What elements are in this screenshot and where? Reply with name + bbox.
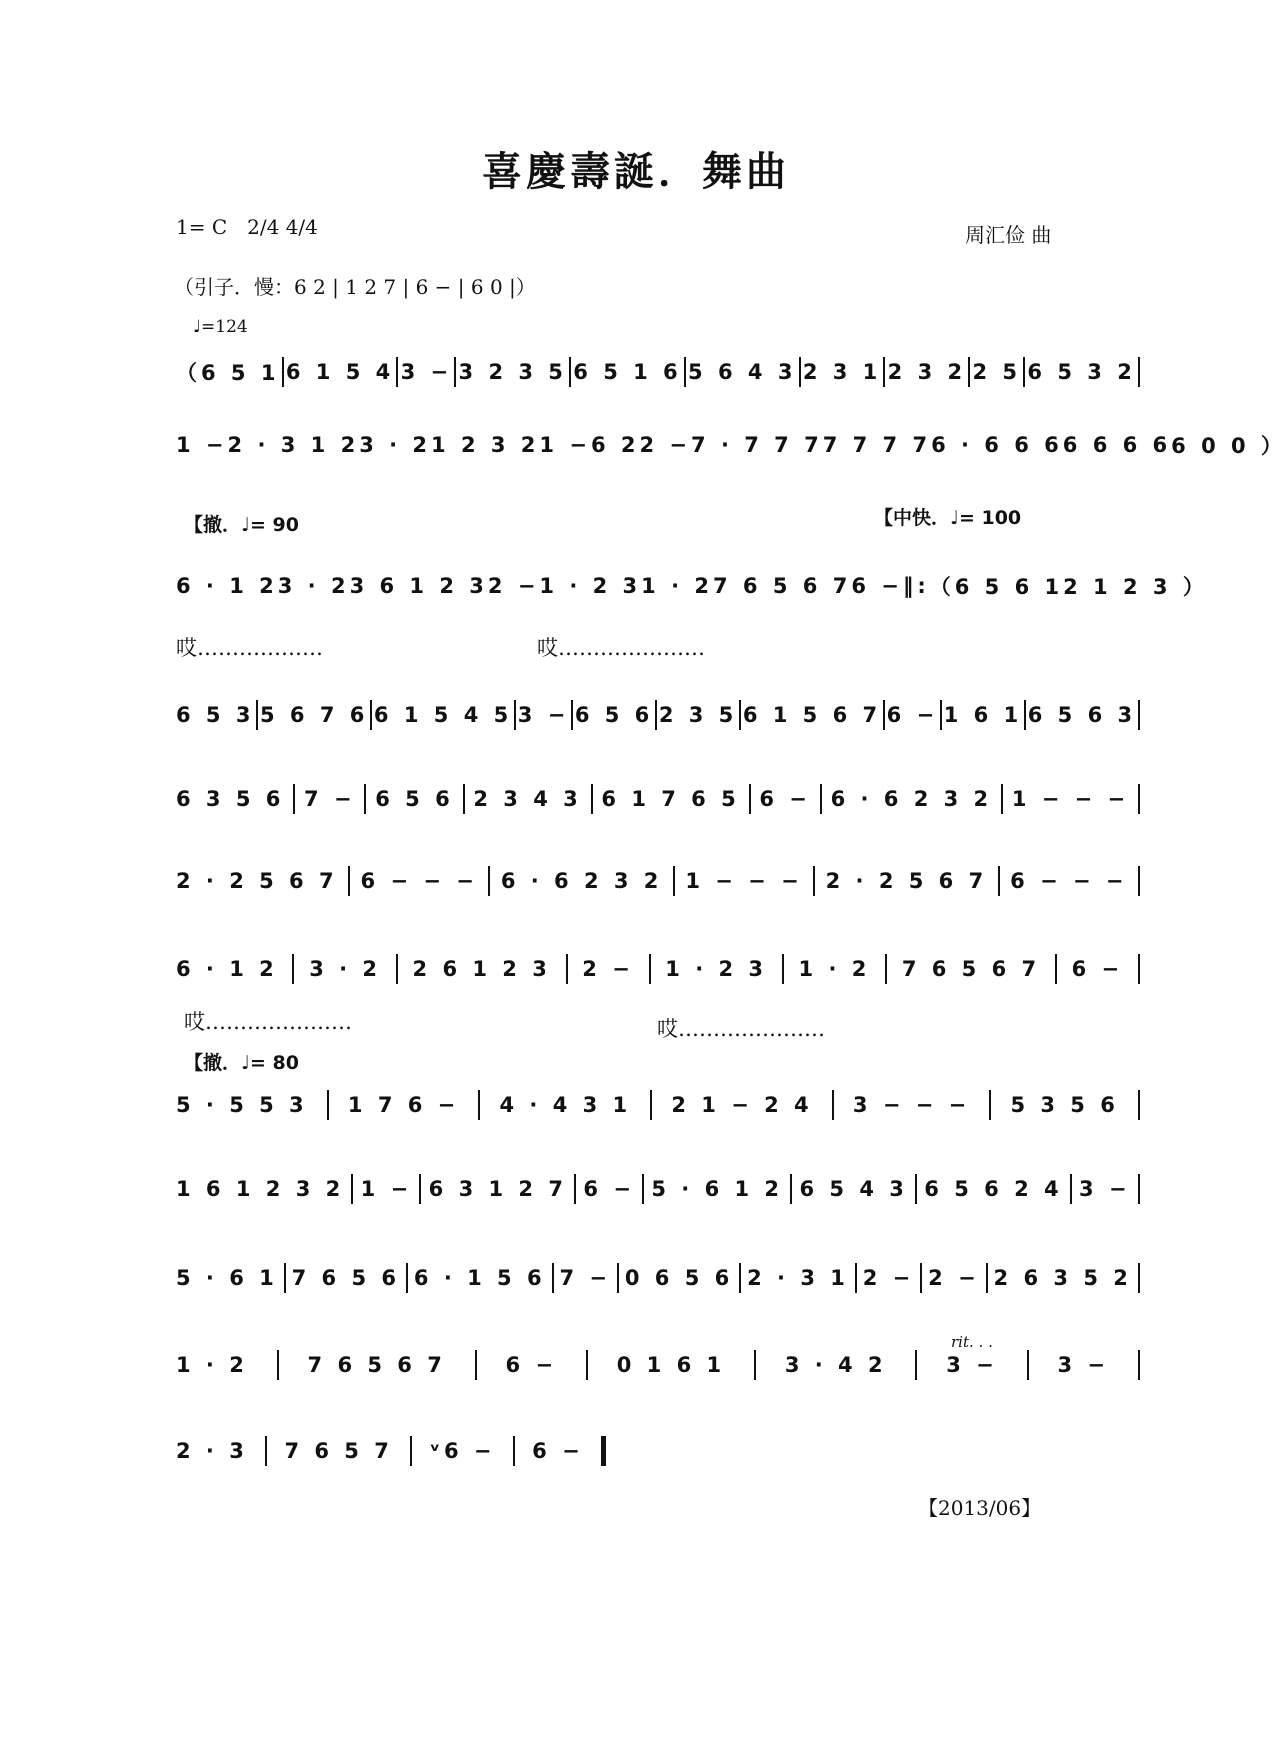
measure: 7 6 5 6 [291,1266,401,1290]
bar-line [256,700,258,730]
bar-line [989,1090,991,1120]
measure: 6 −‖: [851,574,930,598]
measure: 6 · 1 2 [176,574,278,598]
measure: 6 · 1 5 6 [413,1266,546,1290]
measure: 6 5 6 3 [1027,703,1137,727]
measure: 2 · 3 1 [747,1266,849,1290]
measure: 7 6 5 6 7 [307,1353,446,1377]
measure: 1 2 3 2 [431,433,540,457]
lyric-line-7b: 哎………………… [657,1017,825,1041]
measure: 7 6 5 7 [284,1439,393,1463]
score-line-1 [176,357,1140,387]
bar-line [820,784,822,814]
bar-line [855,1263,857,1293]
measure: 6 5 1 6 [573,360,682,384]
measure: 6 − [583,1177,635,1201]
measure: ᵛ6 − [429,1439,496,1463]
measure: 2 · 2 5 6 7 [825,869,988,893]
bar-line [799,357,801,387]
bar-line [673,866,675,896]
measure: 2 − [582,957,634,981]
measure: 6 5 6 2 4 [924,1177,1063,1201]
measure: 6 6 6 6 [1062,433,1172,457]
bar-line [364,784,366,814]
bar-line [1138,954,1140,984]
bar-line [514,700,516,730]
bar-line [915,1174,917,1204]
bar-line [642,1174,644,1204]
score-line-9 [176,1174,1140,1204]
bar-line [348,866,350,896]
bar-line [940,700,942,730]
measure: （6 5 1 [176,361,280,385]
bar-line [920,1263,922,1293]
measure: 6 · 6 6 6 [931,433,1063,457]
score-line-10 [176,1263,1140,1293]
bar-line [475,1350,477,1380]
measure: 0 1 6 1 [616,1353,726,1377]
measure: 2 3 2 [887,360,967,384]
measure: 6 3 5 6 [176,787,285,811]
measure: 4 · 4 3 1 [499,1093,632,1117]
tempo-mark-90: 【撤．♩= 90 [184,514,299,536]
measure: 3 · 2 [359,433,432,457]
measure: 6 · 6 2 3 2 [500,869,663,893]
measure: 2 3 5 [658,703,738,727]
measure: 2 3 1 [802,360,882,384]
measure: 5 · 5 5 3 [176,1093,308,1117]
bar-line [1024,700,1026,730]
bar-line [968,357,970,387]
bar-line [571,700,573,730]
measure: 1 − [360,1177,413,1201]
score-line-2 [176,430,1286,460]
score-line-11 [176,1350,1140,1380]
measure: 0 6 5 6 [624,1266,734,1290]
measure: 1 6 1 2 3 2 [176,1177,345,1201]
measure: 7 · 7 7 7 [691,433,823,457]
bar-line [998,866,1000,896]
measure: 6 5 3 [176,703,255,727]
bar-line [883,700,885,730]
measure: 6 5 6 [574,703,654,727]
bar-line [813,866,815,896]
measure: 3 − [517,703,570,727]
bar-line [351,1174,353,1204]
score-line-5 [176,784,1140,814]
bar-line [1138,700,1140,730]
measure: 2 · 3 [176,1439,248,1463]
bar-line [454,357,456,387]
bar-line [754,1350,756,1380]
bar-line [739,1263,741,1293]
bar-line [1138,1090,1140,1120]
measure: 3 · 2 [277,574,350,598]
lyric-line-3b: 哎………………… [537,636,705,660]
measure: 3 − − − [852,1093,971,1117]
rit-mark: rit. . . [951,1333,993,1351]
measure: 1 − − − [685,869,803,893]
measure: 6 5 6 [375,787,454,811]
measure: 7 − [559,1266,611,1290]
composer: 周汇俭 曲 [965,223,1052,247]
bar-line [1138,1263,1140,1293]
bar-line [739,700,741,730]
bar-line [419,1174,421,1204]
bar-line [782,954,784,984]
lyric-line-7a: 哎………………… [184,1010,352,1034]
measure: 3 · 4 2 [784,1353,887,1377]
bar-line [586,1350,588,1380]
bar-line [591,784,593,814]
bar-line [396,954,398,984]
measure: 6 − − − [1010,869,1128,893]
bar-line [649,954,651,984]
score-line-4 [176,700,1140,730]
bar-line [1027,1350,1029,1380]
score-line-12 [176,1436,606,1466]
date-stamp: 【2013/06】 [918,1496,1042,1520]
measure: 5 6 4 3 [688,360,797,384]
measure: 5 6 7 6 [260,703,369,727]
measure: 2 · 2 5 6 7 [176,869,338,893]
bar-line [574,1174,576,1204]
measure: 1 · 2 [798,957,871,981]
measure: 6 · 6 2 3 2 [830,787,993,811]
bar-line [327,1090,329,1120]
measure: 6 1 5 4 [285,360,395,384]
bar-line [650,1090,652,1120]
bar-line [463,784,465,814]
measure: 2 − [639,433,692,457]
measure: 7 − [304,787,356,811]
measure: 1 · 2 [176,1353,248,1377]
bar-line [265,1436,267,1466]
measure: 2 1 − 2 4 [671,1093,813,1117]
measure: 2 − [862,1266,915,1290]
bar-line [915,1350,917,1380]
bar-line [832,1090,834,1120]
bar-line [1138,1174,1140,1204]
bar-line [513,1436,515,1466]
measure: 1 − [539,433,591,457]
measure: 2 5 [972,360,1022,384]
measure: 2 3 4 3 [473,787,582,811]
measure: 2 6 3 5 2 [993,1266,1132,1290]
measure: 2 · 3 1 2 [227,433,360,457]
measure: 6 3 1 2 7 [428,1177,567,1201]
bar-line [406,1263,408,1293]
measure: 1 6 1 [943,703,1023,727]
measure: 3 − [1057,1353,1109,1377]
score-line-7 [176,954,1140,984]
bar-line [370,700,372,730]
measure: 1 − [176,433,228,457]
bar-line [277,1350,279,1380]
measure: 6 5 4 3 [799,1177,908,1201]
measure: 2 − [487,574,540,598]
bar-line [986,1263,988,1293]
bar-line [1138,784,1140,814]
tempo-mark-80: 【撤．♩= 80 [184,1052,299,1074]
tempo-mark-124: ♩=124 [193,317,248,337]
lyric-line-3a: 哎……………… [176,636,323,660]
measure: （6 5 6 1 [929,575,1064,599]
measure: 1 · 2 3 [539,574,642,598]
tempo-mark-100: 【中快．♩= 100 [874,507,1022,529]
score-line-6 [176,866,1140,896]
bar-line [566,954,568,984]
bar-line [569,357,571,387]
bar-line [883,357,885,387]
measure: 7 7 7 7 [822,433,932,457]
measure: 5 3 5 6 [1010,1093,1119,1117]
bar-line [293,784,295,814]
bar-line [617,1263,619,1293]
bar-line [1070,1174,1072,1204]
measure: 6 − [759,787,811,811]
measure: 2 6 1 2 3 [412,957,551,981]
bar-line [292,954,294,984]
measure: 6 1 5 6 7 [742,703,882,727]
bar-line [478,1090,480,1120]
measure: 1 − − − [1011,787,1130,811]
measure: 6 2 [590,433,640,457]
measure: 7 6 5 6 7 [713,574,852,598]
measure: 3 − [946,1353,998,1377]
measure: 1 · 2 3 [665,957,768,981]
measure: 2 1 2 3 ） [1063,575,1208,599]
measure: 6 − [505,1353,558,1377]
measure: 5 · 6 1 2 [651,1177,784,1201]
intro-line: （引子．慢：6 2 | 1 2 7 | 6 − | 6 0 |） [174,275,536,299]
score-line-8 [176,1090,1140,1120]
measure: 3 · 2 [309,957,382,981]
bar-line [601,1436,606,1466]
key-signature: 1= C 2/4 4/4 [176,215,318,239]
measure: 6 0 0 ） [1171,434,1286,458]
measure: 3 − [1079,1177,1131,1201]
score-title: 喜慶壽誕．舞曲 [482,148,790,195]
bar-line [1055,954,1057,984]
bar-line [1138,1350,1140,1380]
measure: 6 − [886,703,939,727]
bar-line [410,1436,412,1466]
measure: 6 − [532,1439,584,1463]
measure: 6 − − − [360,869,478,893]
bar-line [284,1263,286,1293]
bar-line [885,954,887,984]
bar-line [282,357,284,387]
bar-line [488,866,490,896]
bar-line [396,357,398,387]
bar-line [790,1174,792,1204]
measure: 7 6 5 6 7 [901,957,1041,981]
measure: 1 · 2 [641,574,713,598]
bar-line [684,357,686,387]
measure: 6 − [1071,957,1124,981]
measure: 6 5 3 2 [1027,360,1136,384]
measure: 6 · 1 2 [176,957,278,981]
measure: 2 − [928,1266,980,1290]
measure: 1 7 6 − [347,1093,460,1117]
measure: 6 1 5 4 5 [373,703,513,727]
bar-line [749,784,751,814]
bar-line [1023,357,1025,387]
bar-line [1138,866,1140,896]
bar-line [655,700,657,730]
bar-line [1138,357,1140,387]
bar-line [552,1263,554,1293]
measure: 3 2 3 5 [458,360,567,384]
measure: 5 · 6 1 [176,1266,278,1290]
score-line-3 [176,571,1208,601]
bar-line [1001,784,1003,814]
measure: 3 6 1 2 3 [349,574,488,598]
measure: 6 1 7 6 5 [601,787,740,811]
measure: 3 − [400,360,453,384]
